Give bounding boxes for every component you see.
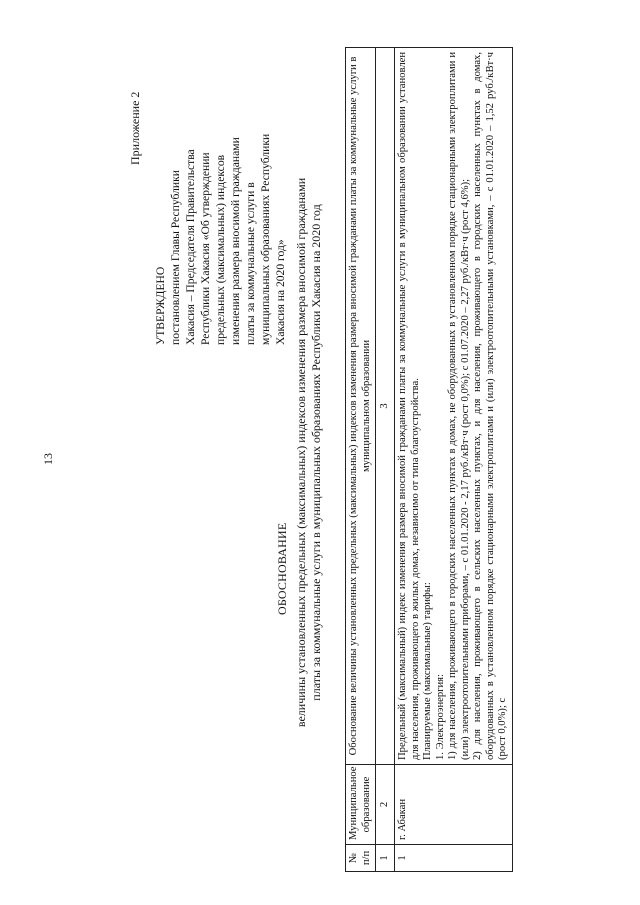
approval-line: УТВЕРЖДЕНО [154, 266, 167, 345]
appendix-label: Приложение 2 [128, 91, 142, 165]
approval-line: Республики Хакасия «Об утверждении [199, 152, 212, 345]
row-number: 1 [395, 845, 513, 872]
justification-paragraph: 2) для населения, проживающего в сельских населенных пунктах, и для населения, проживающего в городских населенных пунктах в домах, оборудованных в установленном порядке стационарными электроплитами и (или) электроотопительными установками, – с 01.01.2020 – 1,52 руб./кВт·ч (рост 0,0%); с [472, 52, 508, 760]
approval-line: предельных (максимальных) индексов [214, 154, 227, 345]
column-number-row [376, 48, 395, 872]
approval-block [153, 115, 288, 345]
document-title: ОБОСНОВАНИЕ [275, 522, 289, 615]
justification-paragraph: Планируемые (максимальные) тарифы: [422, 582, 433, 760]
justification-cell [395, 48, 513, 765]
subtitle-line: платы за коммунальные услуги в муниципальных образованиях Республики Хакасия на 2020 год [309, 204, 323, 701]
column-number: 1 [376, 845, 395, 872]
table-row [395, 48, 513, 872]
header-number: № п/п [346, 845, 376, 872]
page-number: 13 [41, 453, 55, 465]
subtitle-line: величины установленных предельных (максимальных) индексов изменения размера вносимой гражданами [294, 177, 308, 728]
justification-paragraph: 1. Электроэнергия: [434, 674, 446, 760]
approval-line: муниципальных образованиях Республики [259, 133, 272, 345]
approval-line: Хакасия на 2020 год» [274, 239, 287, 345]
justification-paragraph: 1) для населения, проживающего в городских населенных пунктах в домах, не оборудованных в установленном порядке стационарными электроплитами и (или) электроотопительными приборами, – с 01.01.2020 - 2,17 руб./кВт·ч (рост 0,0%); с 01.07.2020 – 2,27 руб./кВт·ч (рост 4,6%); [447, 52, 471, 760]
document-subtitle [294, 100, 324, 805]
municipality-name: г. Абакан [395, 765, 513, 845]
justification-table [345, 47, 513, 872]
column-number: 3 [376, 48, 395, 765]
approval-line: Хакасия – Председателя Правительства [184, 149, 197, 345]
header-justification: Обоснование величины установленных предельных (максимальных) индексов изменения размера вносимой гражданами платы за коммунальные услуги в муниципальном образовании [346, 48, 376, 765]
header-municipality: Муниципальное образование [346, 765, 376, 845]
approval-line: изменения размера вносимой гражданами [229, 137, 242, 345]
approval-line: постановлением Главы Республики [169, 170, 182, 345]
table-header-row [346, 48, 376, 872]
justification-paragraph: Предельный (максимальный) индекс изменения размера вносимой гражданами платы за коммунальные услуги в муниципальном образовании установлен для населения, проживающего в жилых домах, независимо от типа благоустройства. [397, 52, 421, 760]
column-number: 2 [376, 765, 395, 845]
approval-line: платы за коммунальные услуги в [244, 182, 257, 345]
